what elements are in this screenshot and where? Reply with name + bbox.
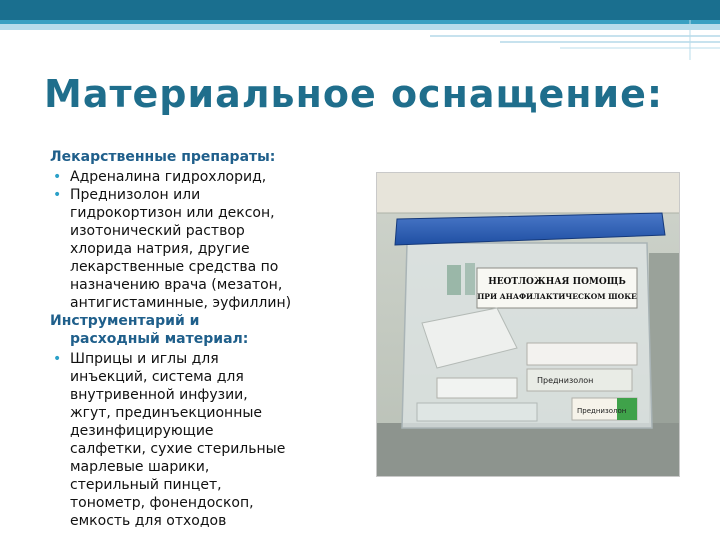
pack-label: Преднизолон (537, 376, 594, 385)
vial (465, 263, 475, 295)
list-item-line: стерильный пинцет, (70, 477, 222, 493)
sign-text-line1: НЕОТЛОЖНАЯ ПОМОЩЬ (488, 277, 626, 287)
list-item-line: жгут, прединъекционные (70, 405, 263, 421)
medication-box (437, 378, 517, 398)
list-item-line: назначению врача (мезатон, (70, 277, 283, 293)
vial (447, 265, 461, 295)
list-item-line: хлорида натрия, другие (70, 241, 250, 257)
list-item-line: антигистаминные, эуфиллин) (70, 295, 292, 311)
medication-box (527, 343, 637, 365)
bullet-icon: • (53, 351, 62, 367)
medications-list (50, 168, 355, 312)
emergency-kit-illustration (377, 173, 679, 476)
list-item-line: Адреналина гидрохлорид, (70, 169, 267, 185)
top-decorative-band (0, 0, 720, 30)
heading-line: Инструментарий и (50, 313, 200, 329)
list-item (50, 350, 355, 530)
wall-tile-upper (377, 173, 679, 213)
list-item (50, 168, 355, 186)
list-item-line: лекарственные средства по (70, 259, 279, 275)
list-item-line: гидрокортизон или дексон, (70, 205, 275, 221)
pack-label: Преднизолон (577, 407, 627, 415)
list-item-line: внутривенной инфузии, (70, 387, 248, 403)
instruments-list (50, 350, 355, 530)
sign-text-line2: ПРИ АНАФИЛАКТИЧЕСКОМ ШОКЕ (477, 292, 637, 301)
table-surface (377, 423, 679, 476)
bullet-icon: • (53, 187, 62, 203)
list-item-line: дезинфицирующие (70, 423, 214, 439)
slide-content (50, 148, 355, 530)
list-item (50, 186, 355, 312)
top-band-dark (0, 0, 720, 20)
emergency-kit-photo (376, 172, 680, 477)
list-item-line: Преднизолон или (70, 187, 201, 203)
slide-title: Материальное оснащение: (44, 72, 664, 116)
medication-box (417, 403, 537, 421)
list-item-line: инъекций, система для (70, 369, 244, 385)
list-item-line: емкость для отходов (70, 513, 227, 529)
emergency-sign (477, 268, 637, 308)
heading-line: расходный материал: (70, 331, 249, 347)
list-item-line: изотонический раствор (70, 223, 245, 239)
bullet-icon: • (53, 169, 62, 185)
list-item-line: Шприцы и иглы для (70, 351, 219, 367)
section-heading-medications: Лекарственные препараты: (50, 149, 276, 165)
list-item-line: салфетки, сухие стерильные (70, 441, 286, 457)
list-item-line: тонометр, фонендоскоп, (70, 495, 254, 511)
section-heading-instruments (50, 312, 355, 348)
top-band-light (0, 24, 720, 30)
list-item-line: марлевые шарики, (70, 459, 210, 475)
